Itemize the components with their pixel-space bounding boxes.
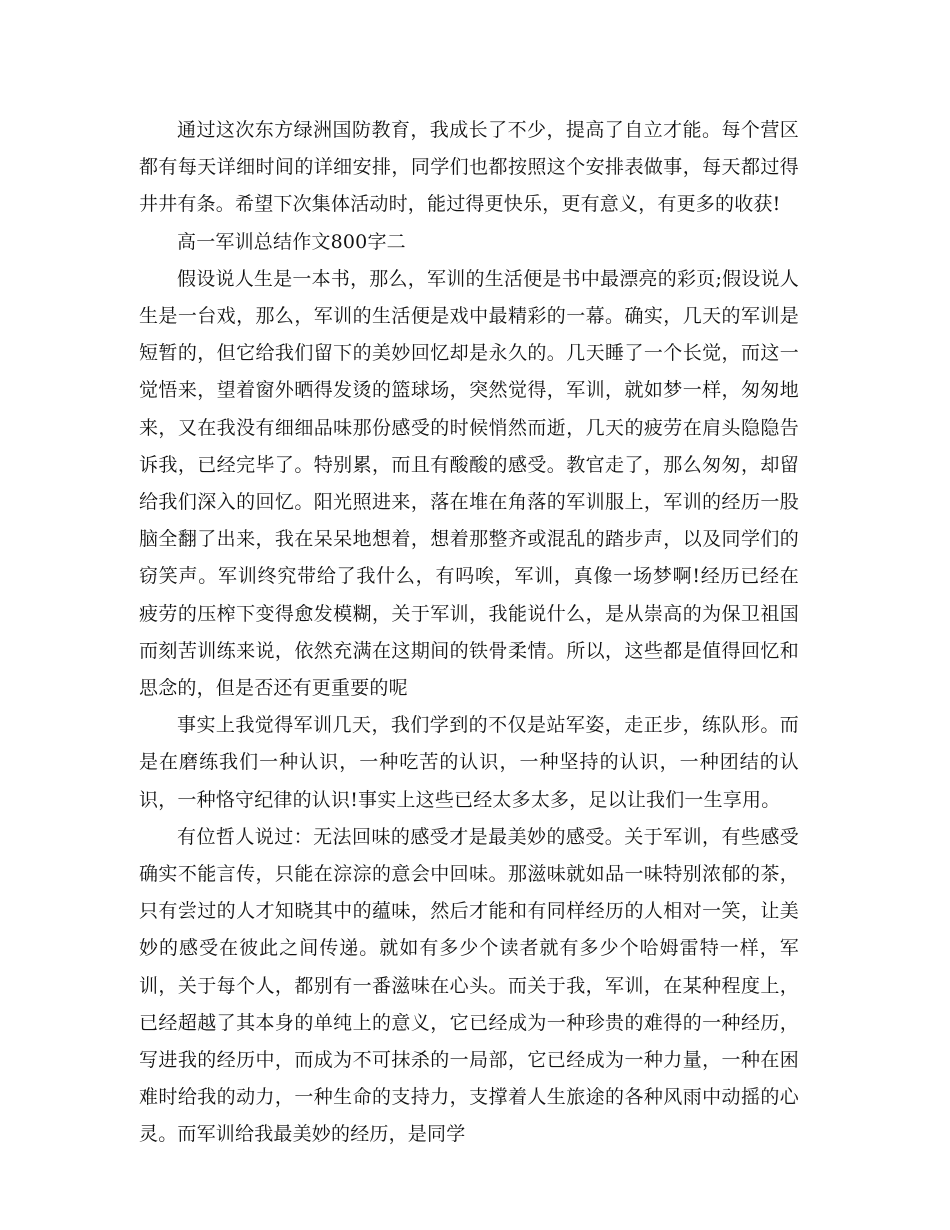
document-body — [139, 112, 799, 1154]
paragraph-1: 通过这次东方绿洲国防教育，我成长了不少，提高了自立才能。每个营区都有每天详细时间的详细安排，同学们也都按照这个安排表做事，每天都过得井井有条。希望下次集体活动时，能过得更快乐，更有意义，有更多的收获! — [139, 119, 799, 216]
paragraph-4: 有位哲人说过：无法回味的感受才是最美妙的感受。关于军训，有些感受确实不能言传，只能在淙淙的意会中回味。那滋味就如品一味特别浓郁的茶，只有尝过的人才知晓其中的蕴味，然后才能和有同样经历的人相对一笑，让美妙的感受在彼此之间传递。就如有多少个读者就有多少个哈姆雷特一样，军训，关于每个人，都别有一番滋味在心头。而关于我，军训，在某种程度上，已经超越了其本身的单纯上的意义，它已经成为一种珍贵的难得的一种经历，写进我的经历中，而成为不可抹杀的一局部，它已经成为一种力量，一种在困难时给我的动力，一种生命的支持力，支撑着人生旅途的各种风雨中动摇的心灵。而军训给我最美妙的经历，是同学 — [139, 825, 799, 1146]
section-heading: 高一军训总结作文800字二 — [177, 230, 406, 253]
paragraph-2: 假设说人生是一本书，那么，军训的生活便是书中最漂亮的彩页;假设说人生是一台戏，那么，军训的生活便是戏中最精彩的一幕。确实，几天的军训是短暂的，但它给我们留下的美妙回忆却是永久的。几天睡了一个长觉，而这一觉悟来，望着窗外晒得发烫的篮球场，突然觉得，军训，就如梦一样，匆匆地来，又在我没有细细品味那份感受的时候悄然而逝，几天的疲劳在肩头隐隐告诉我，已经完毕了。特别累，而且有酸酸的感受。教官走了，那么匆匆，却留给我们深入的回忆。阳光照进来，落在堆在角落的军训服上，军训的经历一股脑全翻了出来，我在呆呆地想着，想着那整齐或混乱的踏步声，以及同学们的窃笑声。军训终究带给了我什么，有吗唉，军训，真像一场梦啊!经历已经在疲劳的压榨下变得愈发模糊，关于军训，我能说什么，是从崇高的为保卫祖国而刻苦训练来说，依然充满在这期间的铁骨柔情。所以，这些都是值得回忆和思念的，但是否还有更重要的呢 — [139, 267, 799, 700]
paragraph-3: 事实上我觉得军训几天，我们学到的不仅是站军姿，走正步，练队形。而是在磨练我们一种认识，一种吃苦的认识，一种坚持的认识，一种团结的认识，一种恪守纪律的认识!事实上这些已经太多太多，足以让我们一生享用。 — [139, 714, 799, 811]
